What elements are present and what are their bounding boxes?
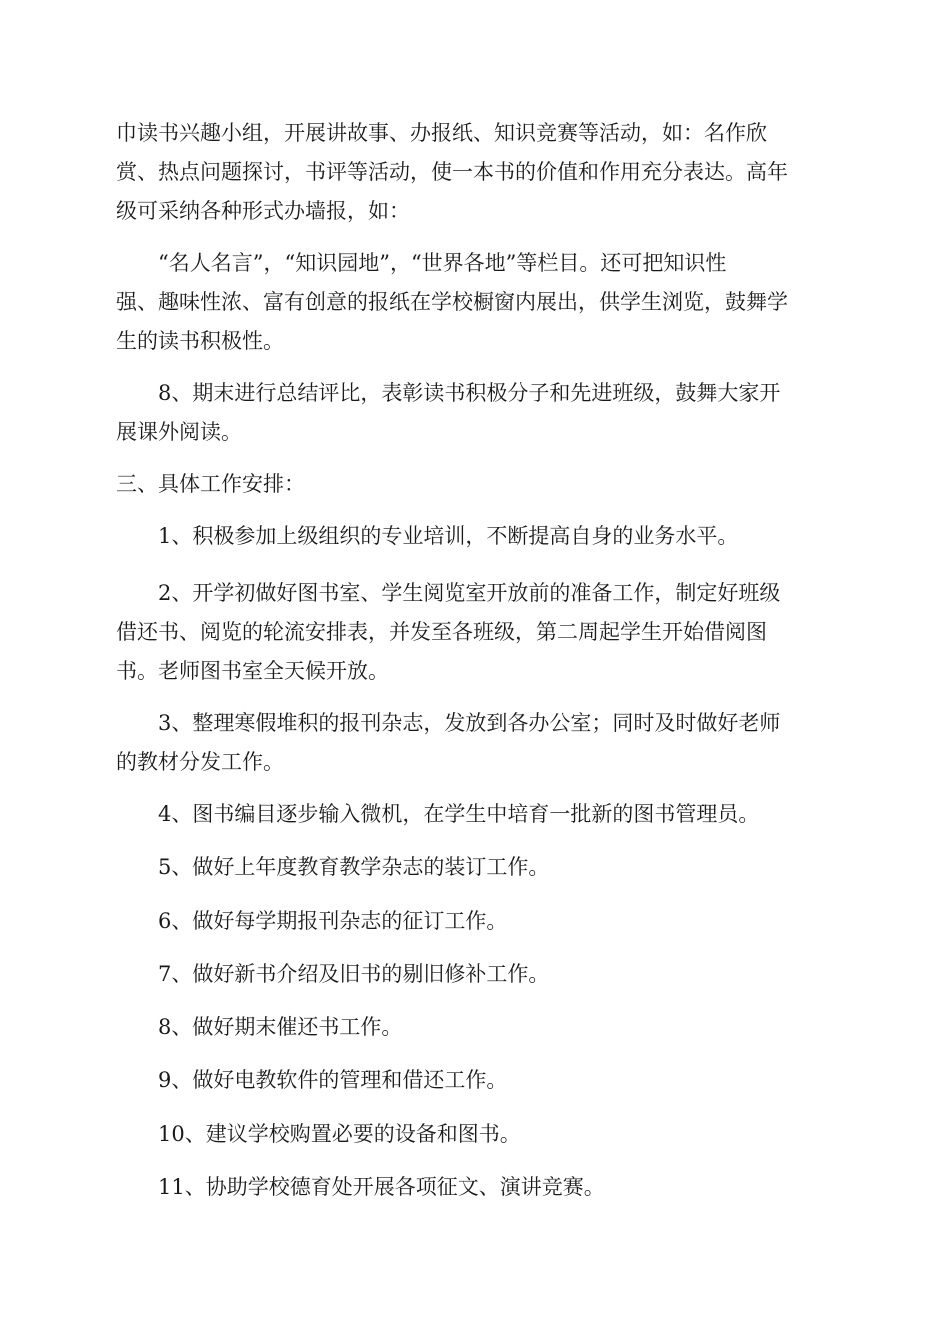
list-item: 11、协助学校德育处开展各项征文、演讲竞赛。	[158, 1175, 605, 1199]
paragraph-line: 强、趣味性浓、富有创意的报纸在学校橱窗内展出，供学生浏览，鼓舞学	[116, 290, 788, 314]
paragraph-line: 书。老师图书室全天候开放。	[116, 659, 389, 683]
paragraph-line: “名人名言”，“知识园地”，“世界各地”等栏目。还可把知识性	[158, 251, 727, 275]
paragraph-line: 赏、热点问题探讨，书评等活动，使一本书的价值和作用充分表达。高年	[116, 160, 788, 184]
list-item: 8、做好期末催还书工作。	[158, 1015, 403, 1039]
list-item: 6、做好每学期报刊杂志的征订工作。	[158, 909, 508, 933]
list-item: 9、做好电教软件的管理和借还工作。	[158, 1068, 508, 1092]
list-item: 10、建议学校购置必要的设备和图书。	[158, 1122, 521, 1146]
paragraph-line: 巾读书兴趣小组，开展讲故事、办报纸、知识竞赛等活动，如：名作欣	[116, 121, 767, 145]
paragraph-line: 8、期末进行总结评比，表彰读书积极分子和先进班级，鼓舞大家开	[158, 381, 781, 405]
paragraph-line: 级可采纳各种形式办墙报，如：	[116, 199, 410, 223]
list-item: 3、整理寒假堆积的报刊杂志，发放到各办公室；同时及时做好老师	[158, 711, 781, 735]
list-item: 7、做好新书介绍及旧书的剔旧修补工作。	[158, 962, 550, 986]
paragraph-line: 展课外阅读。	[116, 420, 242, 444]
paragraph-line: 借还书、阅览的轮流安排表，并发至各班级，第二周起学生开始借阅图	[116, 620, 767, 644]
section-heading: 三、具体工作安排：	[116, 472, 305, 496]
list-item: 5、做好上年度教育教学杂志的装订工作。	[158, 855, 550, 879]
paragraph-line: 的教材分发工作。	[116, 750, 284, 774]
list-item: 2、开学初做好图书室、学生阅览室开放前的准备工作，制定好班级	[158, 581, 781, 605]
paragraph-line: 生的读书积极性。	[116, 329, 284, 353]
list-item: 4、图书编目逐步输入微机，在学生中培育一批新的图书管理员。	[158, 802, 760, 826]
list-item: 1、积极参加上级组织的专业培训，不断提高自身的业务水平。	[158, 524, 739, 548]
